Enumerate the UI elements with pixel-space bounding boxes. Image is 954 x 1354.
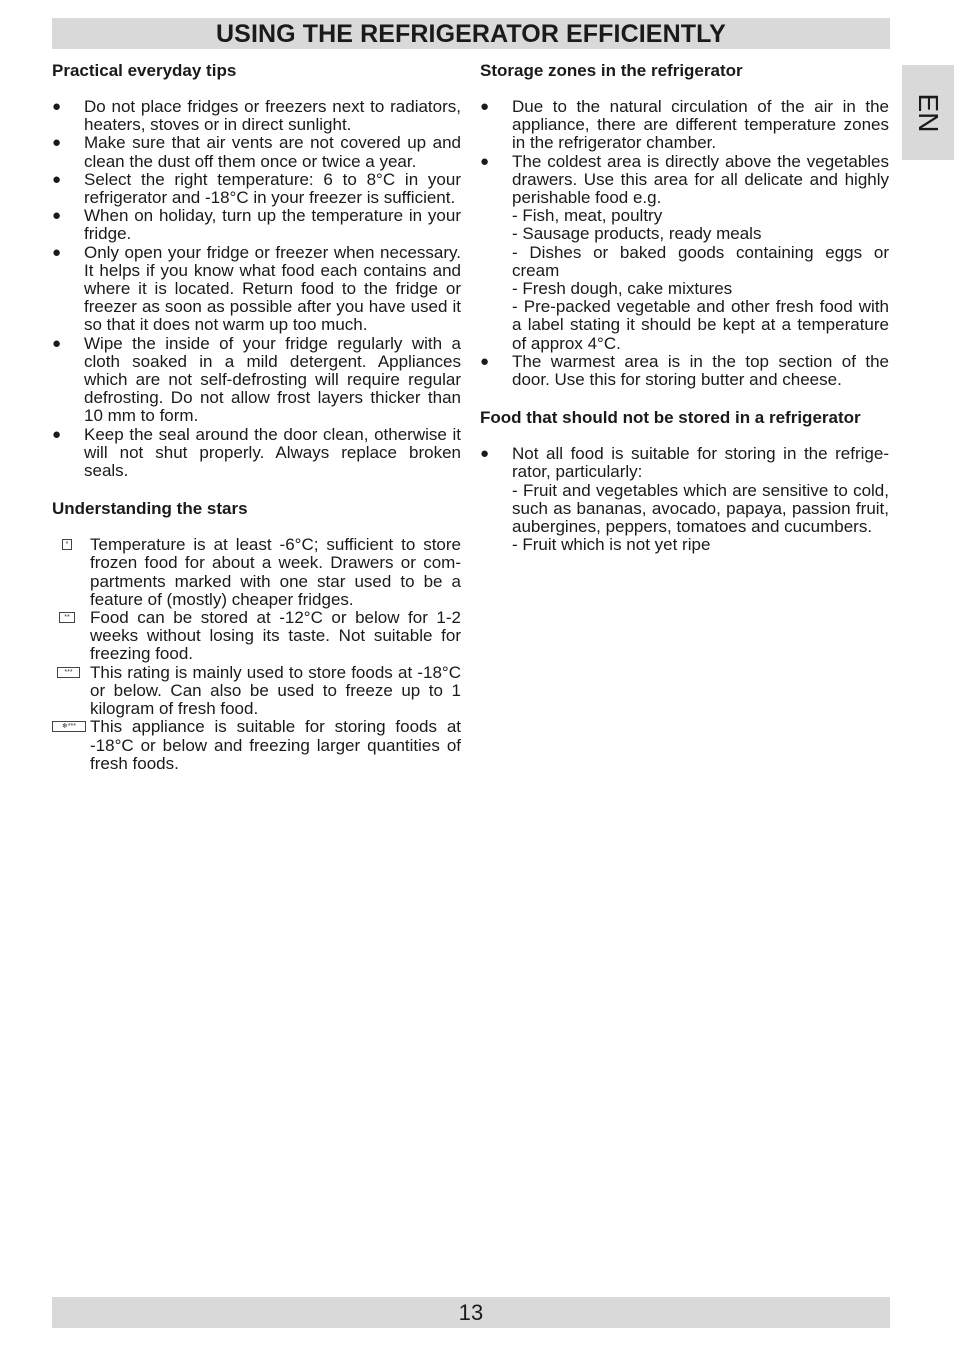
tips-list xyxy=(52,98,461,480)
bullet-icon: ● xyxy=(480,445,490,463)
bullet-icon: ● xyxy=(52,98,62,115)
bullet-icon: ● xyxy=(52,425,62,443)
list-item: * Temperature is at least -6°C; sufficient to store frozen food for about a week. Drawers or compartments marked with one star used to be a feature of (mostly) cheaper fridges. xyxy=(52,536,461,609)
list-item: ● Select the right temperature: 6 to 8°C in your refrigerator and -18°C in your freezer is sufficient. xyxy=(52,169,461,208)
not-stored-item: - Fruit and vegetables which are sensitive to cold, such as bananas, avocado, papaya, passion fruit, aubergines, peppers, tomatoes and cucumbers. xyxy=(512,480,889,537)
list-item: ● Make sure that air vents are not covered up and clean the dust off them once or twice a year. xyxy=(52,133,461,171)
list-item: ● Due to the natural circulation of the air in the appliance, there are different temperature zones in the refrigerator chamber. xyxy=(480,97,889,153)
one-star-icon: * xyxy=(62,539,72,550)
stars-heading: Understanding the stars xyxy=(52,499,248,519)
bullet-icon: ● xyxy=(480,352,490,370)
language-label: EN xyxy=(913,93,944,132)
zone-food-item: - Fish, meat, poultry xyxy=(512,206,663,226)
left-column xyxy=(52,60,461,773)
zone-food-item: - Dishes or baked goods containing eggs or cream xyxy=(512,242,889,280)
list-item: ❄*** This appliance is suitable for storing foods at -18°C or below and freezing larger quantities of fresh foods. xyxy=(52,718,461,773)
bullet-icon: ● xyxy=(52,243,62,261)
bullet-icon: ● xyxy=(480,152,490,170)
list-item: ● Only open your fridge or freezer when necessary. It helps if you know what food each contains and where it is located. Return food to the fridge or freezer as soon as possible after you have used it so that it does not warm up too much. xyxy=(52,242,461,335)
page-number: 13 xyxy=(458,1300,484,1325)
not-stored-heading: Food that should not be stored in a refrigerator xyxy=(480,408,861,428)
stars-list xyxy=(52,536,461,773)
list-item: ● Do not place fridges or freezers next to radiators, heaters, stoves or in direct sunlight. xyxy=(52,97,461,135)
bullet-icon: ● xyxy=(52,207,62,225)
zones-list xyxy=(480,98,889,389)
zones-heading: Storage zones in the refrigerator xyxy=(480,61,743,80)
bullet-icon: ● xyxy=(52,334,62,352)
three-star-icon: *** xyxy=(57,667,80,678)
list-item: ● Wipe the inside of your fridge regularly with a cloth soaked in a mild detergent. Appliances which are not self-defrosting will require regular defrosting. Do not allow frost layers thicker than 10 mm to form. xyxy=(52,333,461,426)
tips-heading: Practical everyday tips xyxy=(52,61,237,80)
zone-food-item: - Pre-packed vegetable and other fresh food with a label stating it should be kept at a temperature of approx 4°C. xyxy=(512,297,889,353)
list-item: ● The coldest area is directly above the vegetables drawers. Use this area for all delicate and highly perishable food e.g. - Fish, meat, poultry - Sausage products, ready meals - Dishes or baked goods containing eggs or cream - Fresh dough, cake mixtures - Pre-packed vegetable and other fresh food with a label stating it should be kept at a temperature of approx 4°C. xyxy=(480,151,889,353)
bullet-icon: ● xyxy=(480,98,490,115)
bullet-icon: ● xyxy=(52,170,62,188)
zone-food-item: - Sausage products, ready meals xyxy=(512,224,762,244)
two-star-icon: ** xyxy=(59,612,75,623)
list-item: ● When on holiday, turn up the temperature in your fridge. xyxy=(52,206,461,244)
bullet-icon: ● xyxy=(52,134,62,152)
page-footer-bar xyxy=(52,1297,890,1328)
language-tab xyxy=(902,65,954,160)
right-column xyxy=(480,60,889,554)
list-item: ** Food can be stored at -12°C or below for 1-2 weeks without losing its taste. Not suitable for freezing food. xyxy=(52,609,461,664)
four-star-icon: ❄*** xyxy=(52,721,86,732)
not-stored-list xyxy=(480,445,889,554)
list-item: ● The warmest area is in the top section of the door. Use this for storing butter and cheese. xyxy=(480,351,889,390)
list-item: *** This rating is mainly used to store foods at -18°C or below. Can also be used to freeze up to 1 kilogram of fresh food. xyxy=(52,664,461,719)
page-title: USING THE REFRIGERATOR EFFICIENTLY xyxy=(216,20,726,48)
list-item: ● Keep the seal around the door clean, otherwise it will not shut properly. Always replace broken seals. xyxy=(52,424,461,481)
page-title-bar xyxy=(52,18,890,49)
not-stored-item: - Fruit which is not yet ripe xyxy=(512,535,711,555)
zone-food-item: - Fresh dough, cake mixtures xyxy=(512,279,733,299)
list-item: ● Not all food is suitable for storing in the refrigerator, particularly: - Fruit and vegetables which are sensitive to cold, such as bananas, avocado, papaya, passion fruit, aubergines, peppers, tomatoes and cucumbers. - Fruit which is not yet ripe xyxy=(480,444,889,555)
